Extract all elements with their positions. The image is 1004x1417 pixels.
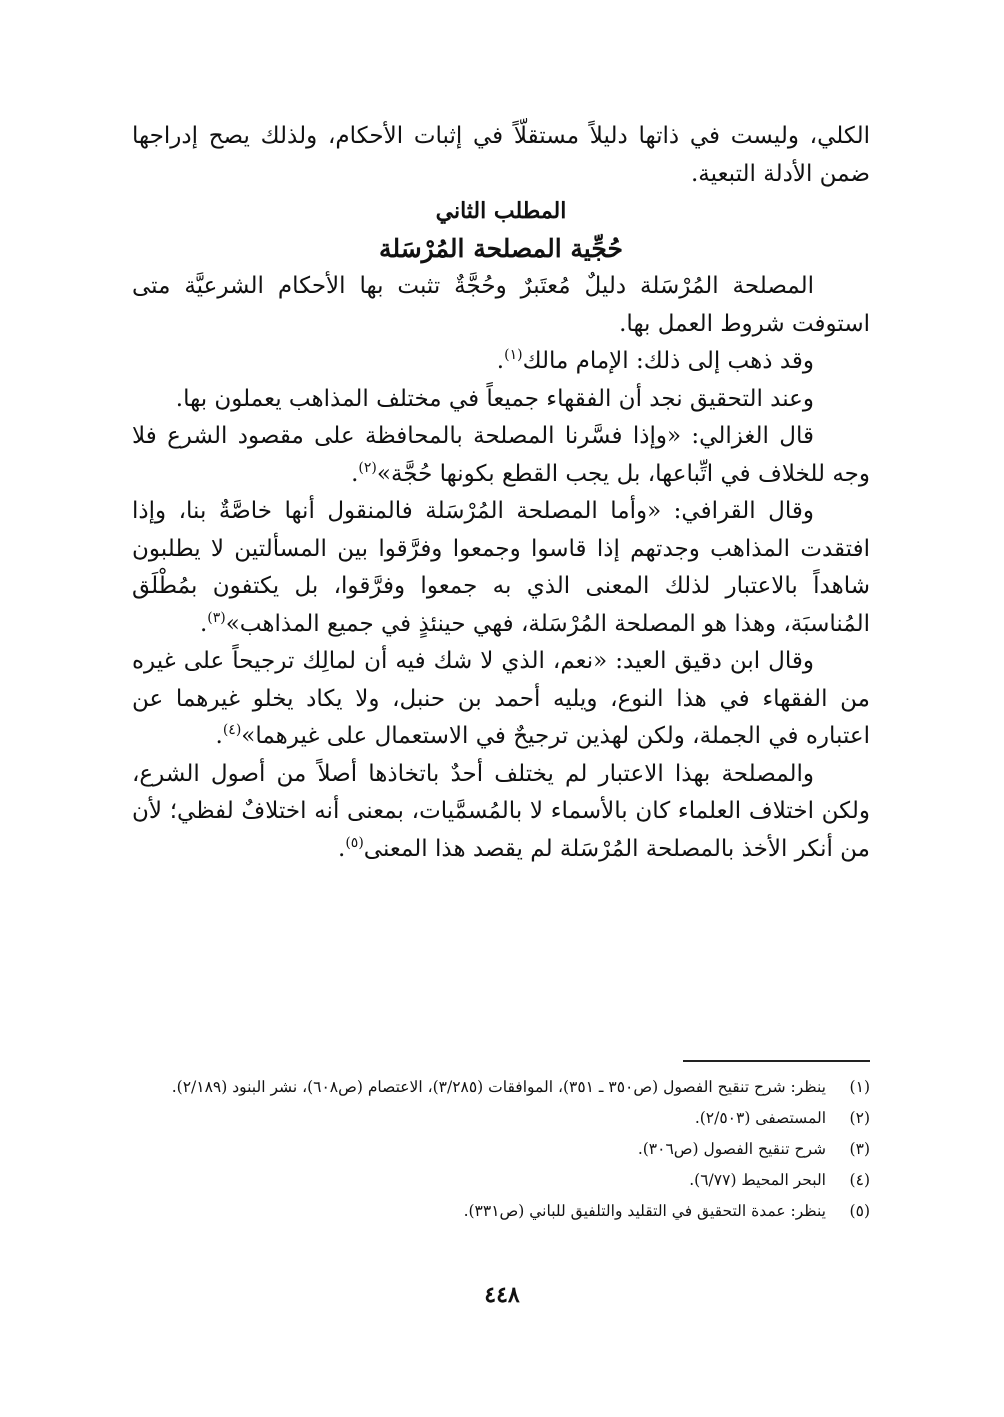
paragraph-3-text: وعند التحقيق نجد أن الفقهاء جميعاً في مختلف المذاهب يعملون بها. (175, 385, 814, 412)
paragraph-7-end: . (338, 835, 346, 862)
footnote-ref-2[interactable]: (٢) (358, 459, 377, 476)
footnote-text: البحر المحيط (٦/٧٧). (689, 1171, 826, 1189)
paragraph-2-text: وقد ذهب إلى ذلك: الإمام مالك (522, 348, 814, 374)
main-text (132, 118, 870, 868)
paragraph-6 (132, 643, 870, 756)
footnote-ref-3[interactable]: (٣) (207, 609, 226, 626)
paragraph-7-text: والمصلحة بهذا الاعتبار لم يختلف أحدٌ باتخاذها أصلاً من أصول الشرع، ولكن اختلاف العلماء كان بالأسماء لا بالمُسمَّيات، بمعنى أنه اختلافٌ لفظي؛ لأن من أنكر الأخذ بالمصلحة المُرْسَلة لم يقصد هذا المعنى (132, 760, 870, 862)
footnote-number: (١) (849, 1078, 870, 1096)
intro-paragraph: الكلي، وليست في ذاتها دليلاً مستقلّاً في إثبات الأحكام، ولذلك يصح إدراجها ضمن الأدلة التبعية. (132, 123, 870, 187)
footnote-ref-1[interactable]: (١) (504, 347, 523, 363)
footnote-item (132, 1105, 870, 1131)
footnote-text: ينظر: شرح تنقيح الفصول (ص٣٥٠ ـ ٣٥١)، الموافقات (٣/٢٨٥)، الاعتصام (ص٦٠٨)، نشر البنود (٢/١٨٩). (171, 1078, 826, 1096)
section-subtitle: المطلب الثاني (435, 198, 567, 224)
paragraph-1 (132, 268, 870, 343)
footnote-text: المستصفى (٢/٥٠٣). (694, 1109, 826, 1127)
footnote-ref-5[interactable]: (٥) (345, 834, 364, 851)
paragraph-4-end: . (351, 460, 359, 487)
paragraph-4 (132, 418, 870, 493)
footnote-item (132, 1167, 870, 1193)
footnote-number: (٢) (849, 1109, 870, 1127)
paragraph-1-text: المصلحة المُرْسَلة دليلٌ مُعتَبرٌ وحُجَّةٌ تثبت بها الأحكام الشرعيَّة متى استوفت شروط العمل بها. (132, 273, 870, 337)
footnotes (132, 1074, 870, 1229)
footnote-number: (٣) (849, 1140, 870, 1158)
paragraph-4-text: قال الغزالي: «وإذا فسَّرنا المصلحة بالمحافظة على مقصود الشرع فلا وجه للخلاف في اتِّباعها، بل يجب القطع بكونها حُجَّة» (132, 423, 870, 487)
footnote-ref-4[interactable]: (٤) (222, 722, 242, 738)
paragraph-2-end: . (496, 348, 505, 374)
paragraph-5-end: . (199, 610, 208, 637)
footnote-item (132, 1136, 870, 1162)
footnote-text: ينظر: عمدة التحقيق في التقليد والتلفيق للباني (ص٣٣١). (463, 1202, 826, 1220)
paragraph-5-text: وقال القرافي: «وأما المصلحة المُرْسَلة فالمنقول أنها خاصَّةٌ بنا، وإذا افتقدت المذاهب وجدتهم إذا قاسوا وجمعوا وفرَّقوا بين المسألتين لا يطلبون شاهداً بالاعتبار لذلك المعنى الذي به جمعوا وفرَّقوا، بل يكتفون بمُطْلَق المُناسبَة، وهذا هو المصلحة المُرْسَلة، فهي حينئذٍ في جميع المذاهب» (132, 498, 870, 637)
paragraph-6-text: وقال ابن دقيق العيد: «نعم، الذي لا شك فيه أن لمالِك ترجيحاً على غيره من الفقهاء في هذا النوع، ويليه أحمد بن حنبل، ولا يكاد يخلو غيرهما عن اعتباره في الجملة، ولكن لهذين ترجيحٌ في الاستعمال على غيرهما» (132, 648, 870, 749)
footnote-item (132, 1074, 870, 1100)
paragraph-3 (132, 381, 870, 419)
paragraph-5 (132, 493, 870, 643)
section-title: حُجِّية المصلحة المُرْسَلة (379, 234, 623, 263)
footnote-text: شرح تنقيح الفصول (ص٣٠٦). (637, 1140, 826, 1158)
footnote-number: (٤) (849, 1171, 870, 1189)
footnote-number: (٥) (849, 1202, 870, 1220)
paragraph-2 (132, 343, 870, 381)
footnote-separator (683, 1060, 870, 1062)
paragraph-6-end: . (215, 723, 223, 749)
page-number: ٤٤٨ (484, 1282, 520, 1308)
paragraph-7 (132, 756, 870, 869)
footnote-item (132, 1198, 870, 1224)
